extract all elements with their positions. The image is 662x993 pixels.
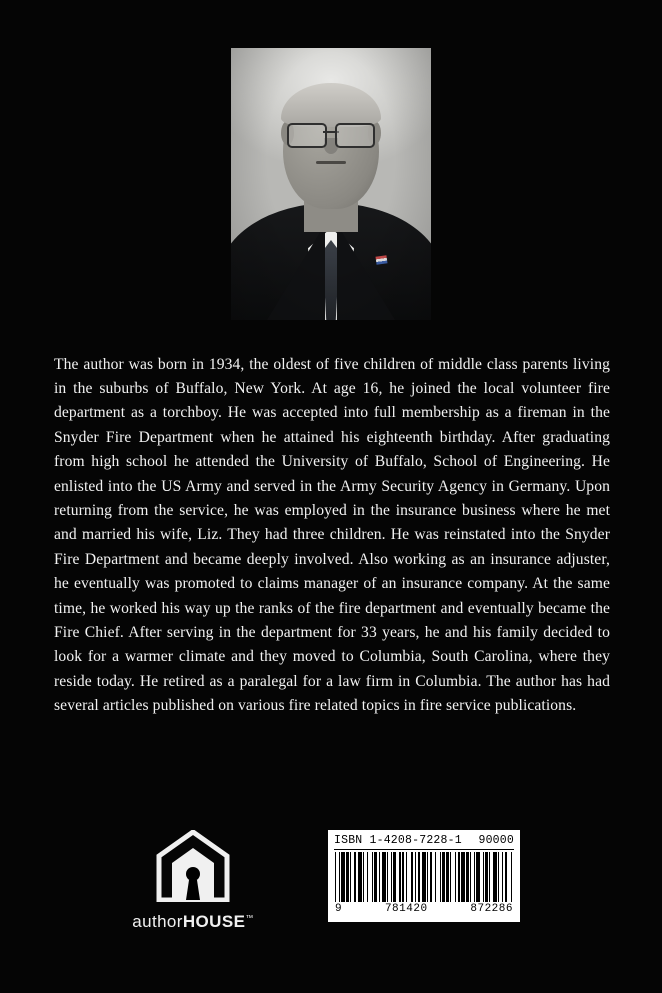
isbn-label: ISBN 1-4208-7228-1 — [334, 834, 462, 847]
publisher-name-part1: author — [132, 912, 183, 931]
isbn-divider — [334, 849, 514, 850]
isbn-header-row — [334, 834, 514, 848]
mouth-shape — [316, 161, 346, 164]
glasses-lens-left — [287, 123, 327, 148]
publisher-name-part2: HOUSE — [182, 912, 246, 931]
author-photo — [231, 48, 431, 320]
ean-group1: 781420 — [384, 903, 428, 915]
price-code: 90000 — [478, 834, 514, 847]
author-photo-image — [231, 48, 431, 320]
publisher-trademark: ™ — [245, 913, 254, 923]
barcode-digits-row — [334, 903, 514, 915]
ean-group2: 872286 — [470, 903, 513, 915]
glasses-lens-right — [335, 123, 375, 148]
publisher-name — [118, 912, 268, 932]
glasses-icon — [285, 123, 377, 145]
hair-shape — [281, 83, 381, 127]
ean-left-digit: 9 — [335, 903, 343, 915]
barcode-bars — [335, 852, 513, 902]
flag-lapel-pin-icon — [375, 255, 387, 264]
isbn-barcode — [328, 830, 520, 922]
publisher-logo-block — [118, 830, 268, 932]
authorhouse-home-logo-icon — [156, 830, 230, 902]
author-bio-text: The author was born in 1934, the oldest of five children of middle class parents living in the suburbs of Buffalo, New York. At age 16, he joined the local volunteer fire department as a torchboy. He was accepted into full membership as a fireman in the Snyder Fire Department when he attained his eighteenth birthday. After graduating from high school he attended the University of Buffalo, School of Engineering. He enlisted into the US Army and served in the Army Security Agency in Germany. Upon returning from the service, he was employed in the insurance business where he met and married his wife, Liz. They had three children. He was reinstated into the Snyder Fire Department and became deeply involved. Also working as an insurance adjuster, he eventually was promoted to claims manager of an insurance company. At the same time, he worked his way up the ranks of the fire department and eventually became the Fire Chief. After serving in the department for 33 years, he and his family decided to look for a warmer climate and they moved to Columbia, South Carolina, where they reside today. He retired as a paralegal for a law firm in Columbia. The author has had several articles published on various fire related topics in fire service publications. — [54, 355, 610, 715]
